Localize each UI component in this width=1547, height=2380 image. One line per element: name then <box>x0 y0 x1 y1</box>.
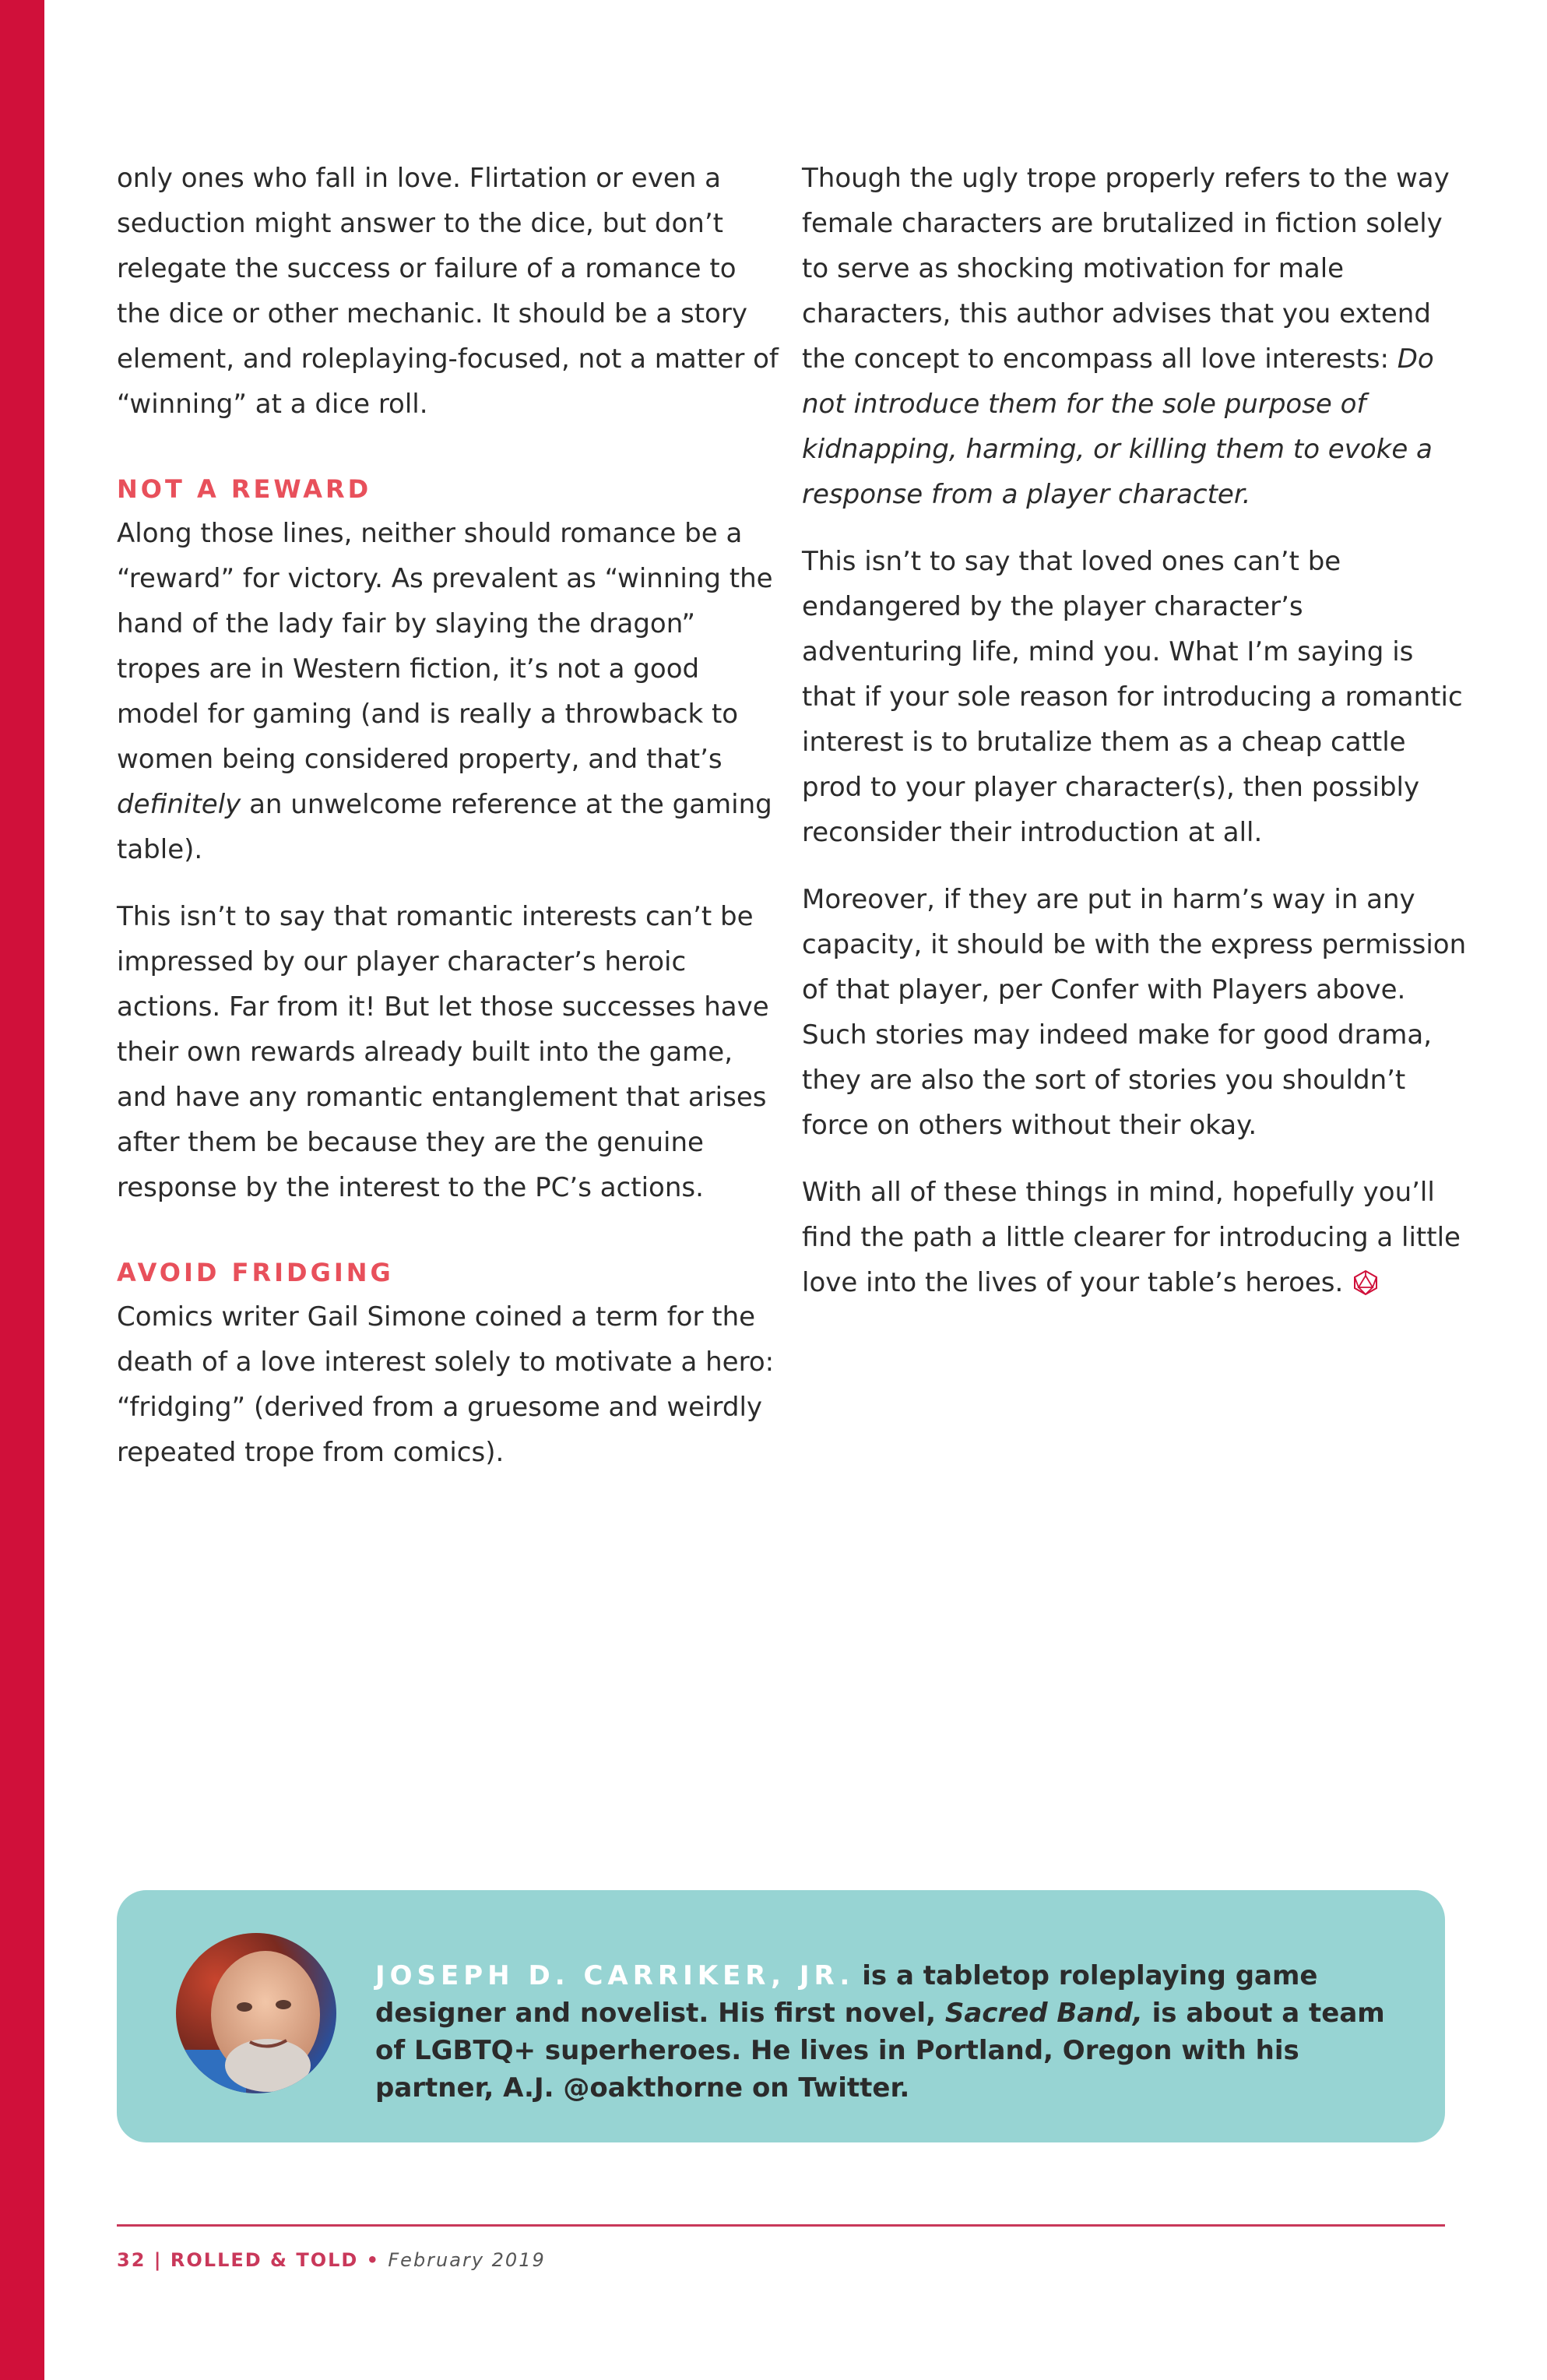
page-spine-stripe <box>0 0 44 2380</box>
right-paragraph-1-emphasis: Do not introduce them for the sole purpose of kidnapping, harming, or killing them to evoke a response from a player character. <box>802 343 1434 510</box>
left-paragraph-2 <box>117 511 779 872</box>
page-footer <box>117 2247 546 2273</box>
author-portrait-icon <box>176 1933 336 2093</box>
page-number: 32 <box>117 2249 146 2271</box>
author-bio-box <box>117 1890 1445 2142</box>
right-paragraph-1-text: Though the ugly trope properly refers to the way female characters are brutalized in fiction solely to serve as shocking motivation for male characters, this author advises that you extend the concept to encompass all love interests: <box>802 163 1450 375</box>
right-paragraph-1 <box>802 156 1471 517</box>
right-paragraph-4 <box>802 1170 1471 1305</box>
issue-date: February 2019 <box>388 2249 546 2271</box>
bio-book-title: Sacred Band, <box>944 1998 1143 2029</box>
left-paragraph-2-emphasis: definitely <box>117 789 241 820</box>
left-paragraph-2-text-b: an unwelcome reference at the gaming table). <box>117 789 772 865</box>
footer-divider <box>117 2224 1445 2227</box>
magazine-name: ROLLED & TOLD <box>170 2249 359 2271</box>
author-name: JOSEPH D. CARRIKER, JR. <box>375 1960 855 1991</box>
left-paragraph-1: only ones who fall in love. Flirtation or even a seduction might answer to the dice, but don’t relegate the success or failure of a romance to the dice or other mechanic. It should be a story element, and roleplaying-focused, not a matter of “winning” at a dice roll. <box>117 163 779 420</box>
bio-text-a: is a tabletop roleplaying game designer and novelist. His first novel, <box>375 1960 1318 2029</box>
left-paragraph-4: Comics writer Gail Simone coined a term for the death of a love interest solely to motivate a hero: “fridging” (derived from a gruesome and weirdly repeated trope from comics). <box>117 1301 775 1468</box>
left-column <box>117 156 779 1497</box>
right-column <box>802 156 1471 1327</box>
left-paragraph-2-text-a: Along those lines, neither should romance be a “reward” for victory. As prevalent as “winning the hand of the lady fair by slaying the dragon” tropes are in Western fiction, it’s not a good model for gaming (and is really a throwback to women being considered property, and that’s <box>117 518 773 775</box>
footer-bullet: • <box>366 2249 381 2271</box>
right-paragraph-4-text: With all of these things in mind, hopefully you’ll find the path a little clearer for introducing a little love into the lives of your table’s heroes. <box>802 1177 1461 1298</box>
bio-text-b: is about a team of LGBTQ+ superheroes. He lives in Portland, Oregon with his partner, A.J. @oakthorne on Twitter. <box>375 1998 1385 2104</box>
author-bio-text <box>375 1957 1419 2107</box>
left-paragraph-3: This isn’t to say that romantic interests can’t be impressed by our player character’s heroic actions. Far from it! But let those successes have their own rewards already built into the game, and have any romantic entanglement that arises after them be because they are the genuine response by the interest to the PC’s actions. <box>117 901 769 1203</box>
right-paragraph-2: This isn’t to say that loved ones can’t be endangered by the player character’s adventuring life, mind you. What I’m saying is that if your sole reason for introducing a romantic interest is to brutalize them as a cheap cattle prod to your player character(s), then possibly reconsider their introduction at all. <box>802 546 1463 848</box>
right-paragraph-3: Moreover, if they are put in harm’s way in any capacity, it should be with the express permission of that player, per Confer with Players above. Such stories may indeed make for good drama, they are also the sort of stories you shouldn’t force on others without their okay. <box>802 884 1467 1141</box>
footer-separator: | <box>153 2249 163 2271</box>
heading-avoid-fridging: AVOID FRIDGING <box>117 1258 394 1287</box>
heading-not-a-reward: NOT A REWARD <box>117 474 372 504</box>
d20-icon <box>1352 1269 1379 1296</box>
